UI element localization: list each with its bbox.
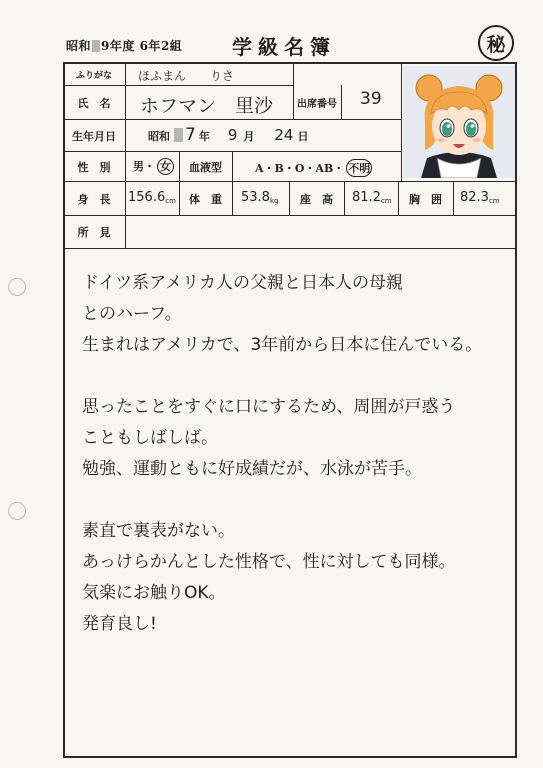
remarks-line [82,485,482,516]
label-height: 身 長 [77,192,111,206]
sitting-height-value: $81.2_{cm}$ [352,190,392,205]
rule [125,62,126,248]
remarks-line: 思ったことをすぐに口にするため、周囲が戸惑う [82,397,456,417]
remarks-line: 気楽にお触りOK。 [82,583,226,603]
remarks-line: 勉強、運動ともに好成績だが、水泳が苦手。 [82,459,422,479]
binder-hole-top [8,278,26,296]
label-furigana: ふりがな [75,70,112,81]
remarks-line: 生まれはアメリカで、3年前から日本に住んでいる。 [82,335,483,355]
weight-value: $53.8_{kg}$ [241,190,279,205]
label-name: 氏 名 [77,96,111,110]
confidential-stamp: 秘 [478,25,514,61]
remarks-line: 素直で裏表がない。 [82,521,235,541]
label-weight: 体 重 [189,192,222,206]
redaction-block [174,128,183,142]
label-chest: 胸 囲 [409,192,442,206]
school-year-header: 昭和 9年度 6年2組 [66,39,183,53]
furigana-value: ほふまん りさ [138,69,235,83]
gender-value: 男・ 女 [133,158,174,175]
page-title: 学級名簿 [232,35,336,59]
label-birthday: 生年月日 [72,129,116,143]
remarks-line: あっけらかんとした性格で、性に対しても同様。 [82,552,456,572]
student-portrait-illustration [403,66,515,178]
label-blood-type: 血液型 [189,160,222,174]
rule [232,151,233,215]
name-value: ホフマン 里沙 [140,95,274,117]
label-seat-number: 出席番号 [297,99,337,110]
rule [401,62,402,181]
rule [63,215,517,216]
blood-selected-circle: 不明 [346,159,372,177]
rule [341,85,342,119]
remarks-line [82,361,482,392]
birthday-value: 昭和 7 年 9 月 24 日 [148,125,309,145]
student-photo [403,66,515,178]
remarks-line: ドイツ系アメリカ人の父親と日本人の母親 [82,273,403,293]
blood-type-value: A・B・O・AB・ 不明 [255,159,372,177]
rule [453,181,454,215]
seat-number-value: 39 [360,89,382,109]
redaction-block [92,40,100,52]
remarks-line: こともしばしば。 [82,428,218,448]
rule [63,248,517,249]
remarks-line: 発育良し! [82,614,157,634]
chest-value: $82.3_{cm}$ [460,190,500,205]
rule [344,181,345,215]
remarks-notes [82,268,482,640]
binder-hole-bottom [8,502,26,520]
label-sitting-height: 座 高 [300,192,333,206]
remarks-line: とのハーフ。 [82,304,182,324]
height-value: $156.6_{cm}$ [128,190,176,205]
label-remarks: 所 見 [77,226,111,239]
gender-selected-circle: 女 [157,158,174,175]
label-gender: 性 別 [77,160,111,174]
